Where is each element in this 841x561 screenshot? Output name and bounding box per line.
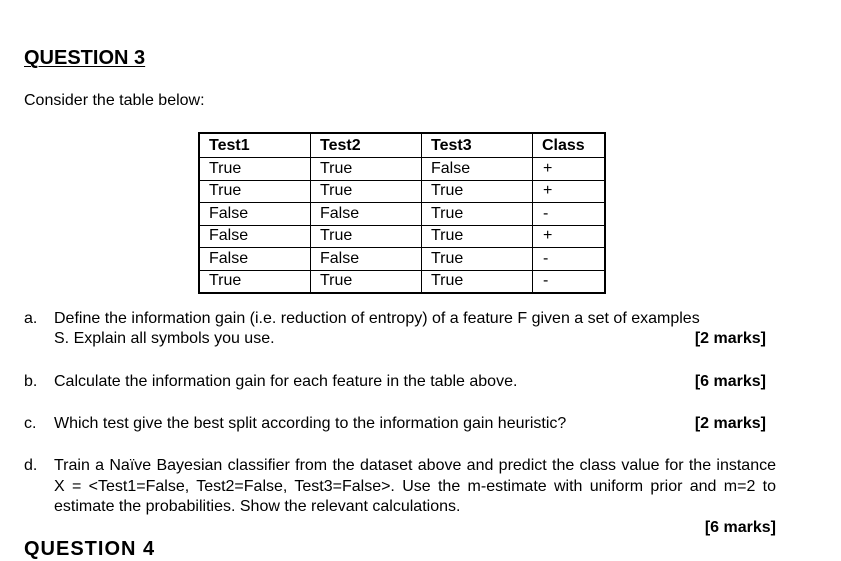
question-c — [24, 414, 776, 434]
marks-label: [2 marks] — [694, 415, 766, 432]
question-letter: c. — [24, 415, 37, 432]
table-cell: True — [422, 203, 533, 226]
class-cell: + — [533, 225, 606, 248]
question-a-line1: Define the information gain (i.e. reduction of entropy) of a feature F given a set of examples — [54, 310, 700, 327]
table-cell: False — [311, 203, 422, 226]
class-cell: - — [533, 270, 606, 293]
question-a-line2: S. Explain all symbols you use. — [54, 330, 275, 347]
question-letter: d. — [24, 457, 38, 474]
table-row — [199, 158, 605, 181]
table-cell: False — [199, 203, 311, 226]
table-cell: True — [311, 225, 422, 248]
table-row — [199, 180, 605, 203]
data-table — [198, 132, 606, 294]
table-cell: True — [422, 248, 533, 271]
table-row — [199, 270, 605, 293]
table-cell: True — [199, 180, 311, 203]
table-cell: True — [311, 158, 422, 181]
marks-label: [2 marks] — [694, 330, 766, 347]
question-letter: a. — [24, 310, 38, 327]
next-question-heading: QUESTION 4 — [24, 538, 156, 560]
table-row — [199, 248, 605, 271]
table-cell: False — [199, 225, 311, 248]
column-header: Test1 — [199, 133, 311, 158]
question-c-text: Which test give the best split according to the information gain heuristic? — [54, 415, 567, 432]
table-header-row — [199, 133, 605, 158]
class-cell: - — [533, 203, 606, 226]
table-row — [199, 225, 605, 248]
table-cell: True — [311, 180, 422, 203]
table-cell: True — [199, 158, 311, 181]
table-cell: True — [199, 270, 311, 293]
table-cell: True — [422, 225, 533, 248]
table-cell: False — [199, 248, 311, 271]
table-cell: False — [422, 158, 533, 181]
question-b-text: Calculate the information gain for each feature in the table above. — [54, 373, 518, 390]
question-letter: b. — [24, 373, 38, 390]
intro-text: Consider the table below: — [24, 92, 205, 109]
question-a — [24, 309, 776, 349]
class-cell: - — [533, 248, 606, 271]
table-row — [199, 203, 605, 226]
question-a-text — [54, 309, 776, 349]
table-cell: True — [422, 270, 533, 293]
table-cell: True — [422, 180, 533, 203]
marks-label: [6 marks] — [694, 373, 766, 390]
column-header: Class — [533, 133, 606, 158]
marks-label: [6 marks] — [704, 518, 776, 536]
question-heading: QUESTION 3 — [24, 47, 146, 69]
question-d-text: Train a Naïve Bayesian classifier from the dataset above and predict the class value for the instance X = <Test1=False, Test2=False, Test3=False>. Use the m-estimate with uniform prior and m=2 to estimate the probabilities. Show the relevant calculations. — [54, 457, 776, 515]
class-cell: + — [533, 180, 606, 203]
column-header: Test2 — [311, 133, 422, 158]
question-b — [24, 372, 776, 392]
question-d — [24, 456, 776, 538]
class-cell: + — [533, 158, 606, 181]
column-header: Test3 — [422, 133, 533, 158]
table-cell: False — [311, 248, 422, 271]
table-cell: True — [311, 270, 422, 293]
